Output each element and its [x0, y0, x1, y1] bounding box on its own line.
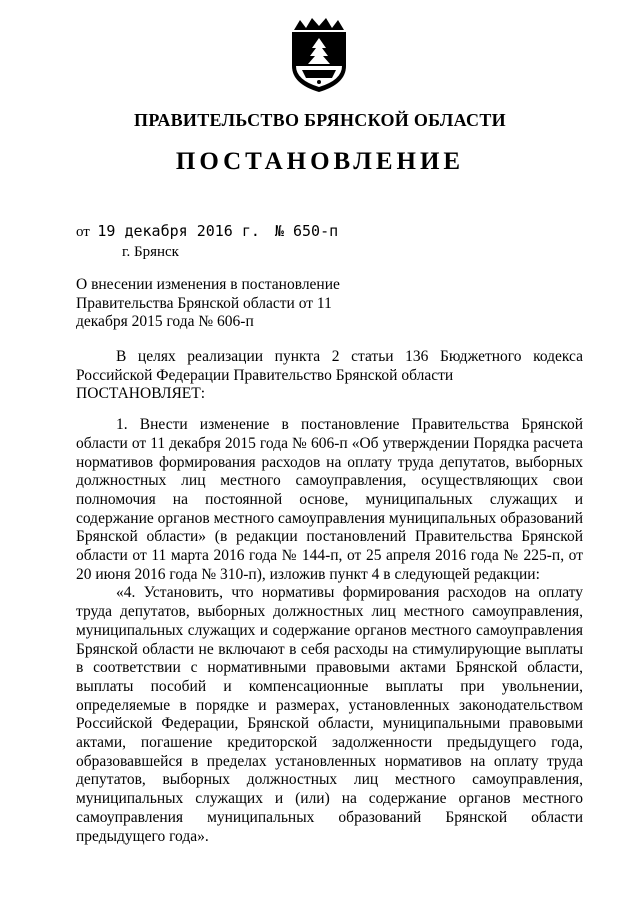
document-number: № 650-п [274, 222, 339, 240]
document-meta [76, 222, 338, 241]
item-4-paragraph: «4. Установить, что нормативы формирования расходов на оплату труда депутатов, выборных должностных лиц местного самоуправления, муниципальных служащих и содержание органов местного самоуправления Брянской области не включают в себя расходы на стимулирующие выплаты в соответствии с нормативными правовыми актами Брянской области, выплаты пособий и компенсационные выплаты при увольнении, определяемые в порядке и размерах, установленных законодательством Российской Федерации, Брянской области, муниципальными правовыми актами, погашение кредиторской задолженности предыдущего года, образовавшейся в пределах установленных нормативов на оплату труда депутатов, выборных должностных лиц местного самоуправления, муниципальных служащих и (или) на содержание органов местного самоуправления муниципальных образований Брянской области предыдущего года». [76, 584, 583, 845]
document-body [76, 348, 583, 846]
preamble-paragraph: В целях реализации пункта 2 статьи 136 Бюджетного кодекса Российской Федерации Правительство Брянской области [76, 348, 583, 384]
coat-of-arms-icon [286, 16, 352, 94]
government-title: ПРАВИТЕЛЬСТВО БРЯНСКОЙ ОБЛАСТИ [134, 110, 506, 130]
decree-word: ПОСТАНОВЛЯЕТ: [76, 385, 206, 403]
from-label: от [76, 224, 90, 240]
document-date: 19 декабря 2016 г. [97, 222, 260, 240]
document-city: г. Брянск [122, 244, 179, 260]
document-type-title: ПОСТАНОВЛЕНИЕ [175, 148, 465, 175]
item-1-paragraph: 1. Внести изменение в постановление Правительства Брянской области от 11 декабря 2015 года № 606-п «Об утверждении Порядка расчета нормативов формирования расходов на оплату труда депутатов, выборных должностных лиц местного самоуправления, осуществляющих свои полномочия на постоянной основе, муниципальных служащих и содержание органов местного самоуправления муниципальных образований Брянской области» (в редакции постановлений Правительства Брянской области от 11 марта 2016 года № 144-п, от 25 апреля 2016 года № 225-п, от 20 июня 2016 года № 310-п), изложив пункт 4 в следующей редакции: [76, 416, 584, 583]
document-subject: О внесении изменения в постановление Правительства Брянской области от 11 декабря 2015 года № 606-п [76, 276, 340, 330]
